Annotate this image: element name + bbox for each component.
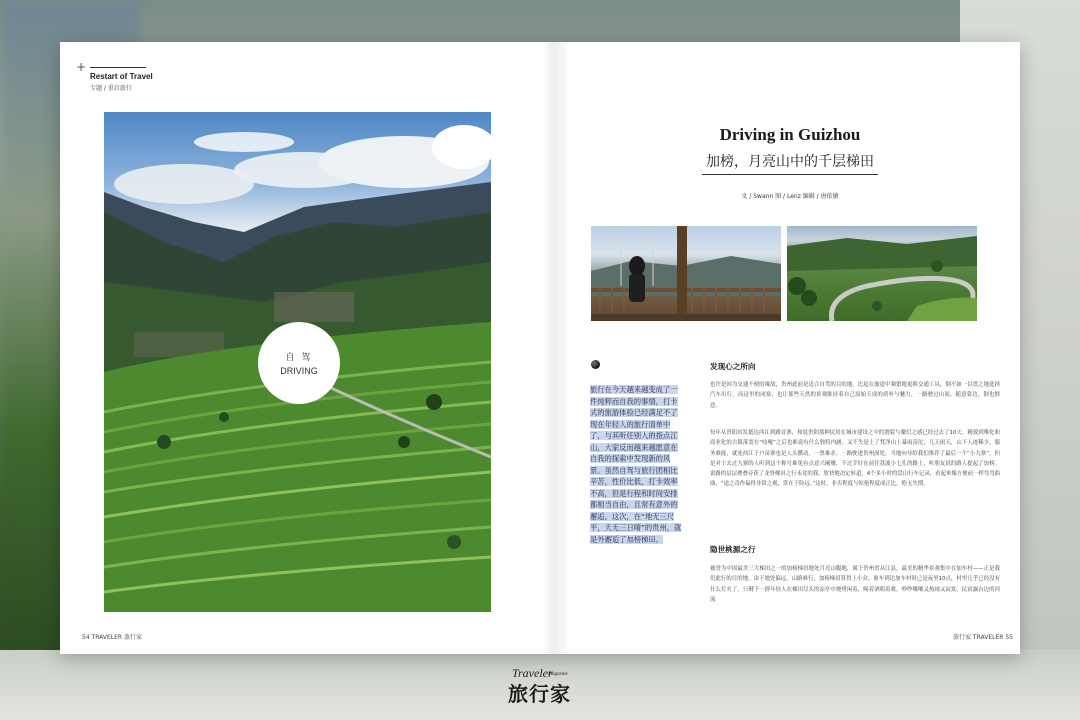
swing-scene-illustration: [591, 226, 781, 321]
header-rule: [90, 67, 146, 68]
header-plus-mark: +: [76, 60, 87, 74]
folio-right: 旅行家 TRAVELER 55: [953, 634, 1013, 641]
section-header-title: Restart of Travel: [90, 72, 153, 81]
sidebar-intro-highlighted: [590, 384, 682, 545]
photo-woman-on-swing: [591, 226, 781, 321]
magazine-spread: [60, 42, 1020, 654]
title-underline: [702, 174, 878, 175]
photo-winding-road: [787, 226, 977, 321]
article-credits: 文 / Swann 图 / Lenz 编辑 / 唐依敏: [741, 193, 839, 200]
article-title-en: Driving in Guizhou: [719, 125, 861, 144]
badge-label-en: DRIVING: [280, 366, 318, 376]
driving-badge: [258, 322, 340, 404]
folio-left: 54 TRAVELER 旅行家: [82, 634, 142, 641]
road-scene-illustration: [787, 226, 977, 321]
section-2-paragraph-1: 被誉为中国最美三大梯田之一的加榜梯田地处月亮山腹地，属于贵州省从江县，最美的精华景观集中在加车村——正是我们此行的目的地。由于地处偏远，山路难行，加榜梯田算得上小众。驱车到达加车村时已是夜里10点，村里几乎已经没有什么灯火了。只剩下一群年轻人在梯田尽头的凉亭中烧烤闲着，喝着酒唱着歌，吵吵嚷嚷又热闹又寂寞，民宿露台边的河流: [710, 566, 1000, 603]
badge-label-cn: 自 驾: [285, 353, 313, 363]
article-title-cn: 加榜，月亮山中的千层梯田: [706, 154, 874, 170]
hero-photo-rice-terraces: [104, 112, 491, 612]
masthead-en: Traveler: [512, 666, 553, 680]
page-gutter: [543, 42, 567, 654]
masthead-cn: 旅行家: [508, 682, 571, 706]
masthead-magazine: Magazine: [548, 672, 568, 677]
sidebar-intro-text: 旅行在今天越来越变成了一件纯粹而自我的事情，打卡式的旅游体验已经满足不了现在年轻人的旅行清单中了，与其听任别人的指点江山，大家反而越来越愿意在自我的探索中发现新的风景。虽然自驾与旅行团相比辛苦，性价比低，打卡效率不高，但是行程和时间安排都相当自由，且常有意外的邂逅。这次，在“地无三尺平，天无三日晴”的贵州，就是外邂逅了加榜梯田。: [590, 385, 682, 544]
bullet-dot-icon: [591, 360, 600, 369]
section-heading-1: 发现心之所向: [710, 362, 756, 371]
section-1-paragraph-2: 每年从贵阳出发抵达西江到路首寨，和说贵阳那种民居在城市建设之中的割裂与魔幻之感已经过去了10天。精致到唯化和商业化的古镇落寞在“吱嘎”之后也难说有什么独特内涵，又不失是上了梵净山上暴雨滂沱，几天雨天，山下人迹稀少，服务难能，就连西江千户苗寨也是人头攒动，一票难求。一路驶进贵州深处，当地向导给我们推荐了最后一个“小九寨”，但是对于去过九寨的人听到这个称号难免有点意兴阑珊，不过幸好在前往荔波小七孔的路上，听朋友说的路人提起了加榜。说路的层层叠叠旁获了龙脊梯田之行未竟的我，欣快地决定转道，4个多小时的盘山行车记录，看起来像方便前一样弯弯曲曲，“途之奇作福得非常之观，常在于险远。”这时，非否程度与惊艳程度成正比，绝无失期。: [710, 430, 1000, 488]
section-1-paragraph-1: 也许是因为交通不便的缘故，贵州此前是适合自驾的目的地，比起在旅途中频繁地更换交通工具，倒不如一以贯之地选择汽车出行。而这里的闭塞，也让那些天然的景观维持着自己原始天成的质朴与魅力，一路驶过山间，随意靠边，倒也惬意。: [710, 382, 1000, 409]
section-heading-2: 隐世桃源之行: [710, 545, 756, 554]
section-header-subtitle: 专题 / 重启旅行: [90, 85, 132, 92]
